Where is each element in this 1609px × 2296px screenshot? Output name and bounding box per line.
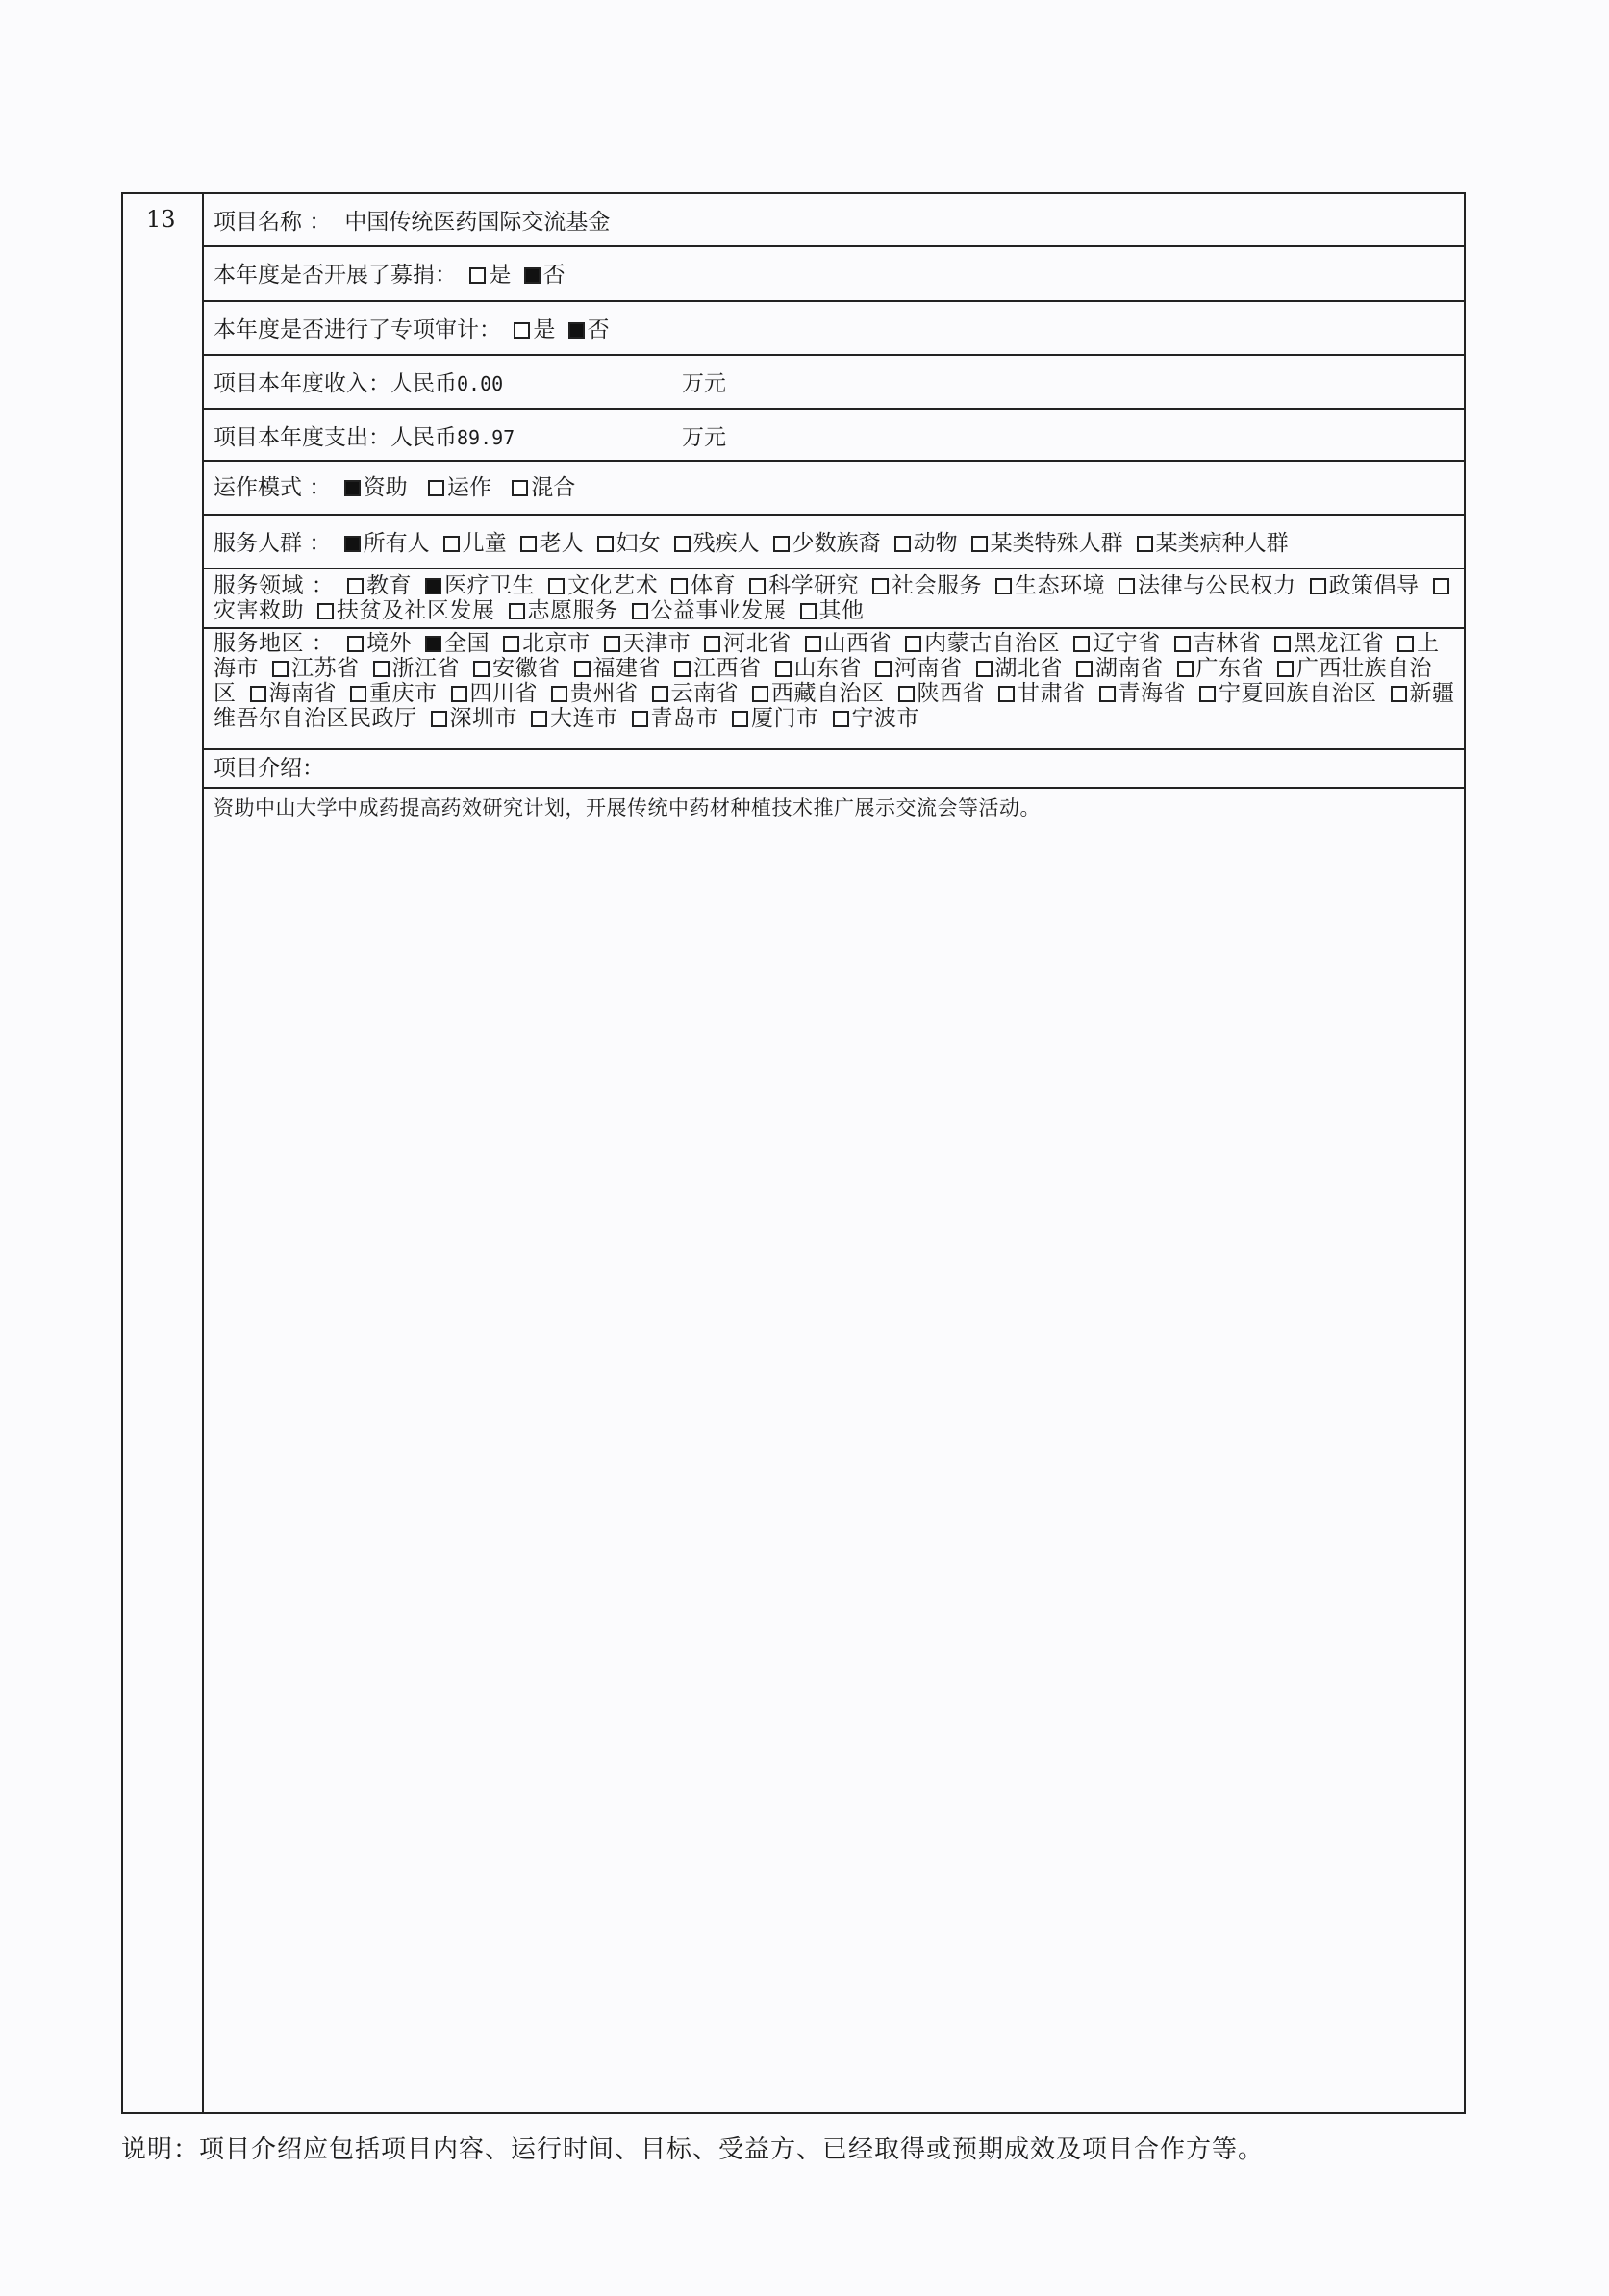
operation-mode-grant-checkbox[interactable] <box>344 480 361 496</box>
service-region-checkbox[interactable] <box>574 661 591 677</box>
service-field-option-label: 医疗卫生 <box>444 573 536 598</box>
service-region-checkbox[interactable] <box>431 711 447 727</box>
service-field-checkbox[interactable] <box>509 603 525 619</box>
service-region-option-label: 江西省 <box>693 656 762 681</box>
service-population-option-label: 少数族裔 <box>792 531 881 556</box>
service-field-option-label: 其他 <box>818 598 865 623</box>
service-population-option-label: 老人 <box>539 531 584 556</box>
service-region-option-label: 重庆市 <box>369 681 438 706</box>
project-name-label: 项目名称 ： <box>214 210 332 235</box>
income-unit: 万元 <box>682 371 726 396</box>
service-region-row <box>204 629 1464 750</box>
service-region-option-label: 西藏自治区 <box>771 681 885 706</box>
operation-mode-operate-label: 运作 <box>446 475 491 500</box>
service-field-option-label: 志愿服务 <box>527 598 618 623</box>
income-label: 项目本年度收入：人民币 <box>214 371 457 396</box>
service-region-checkbox[interactable] <box>1177 661 1194 677</box>
operation-mode-options <box>339 475 584 500</box>
operation-mode-row <box>204 462 1464 516</box>
project-name-row <box>204 194 1464 247</box>
fundraising-row <box>204 247 1464 302</box>
service-region-checkbox[interactable] <box>473 661 490 677</box>
service-field-option-label: 教育 <box>366 573 413 598</box>
project-name-value: 中国传统医药国际交流基金 <box>344 210 611 235</box>
service-population-option-label: 所有人 <box>363 531 430 556</box>
service-population-option-label: 某类病种人群 <box>1155 531 1289 556</box>
service-population-checkbox[interactable] <box>520 536 537 552</box>
service-population-checkbox[interactable] <box>971 536 988 552</box>
service-population-option-label: 残疾人 <box>692 531 760 556</box>
service-region-checkbox[interactable] <box>1099 686 1116 702</box>
service-region-checkbox[interactable] <box>704 636 720 652</box>
service-region-option-label: 全国 <box>444 631 490 656</box>
project-intro-body <box>204 789 1464 2112</box>
service-field-checkbox[interactable] <box>1433 578 1449 594</box>
service-region-checkbox[interactable] <box>833 711 849 727</box>
service-field-checkbox[interactable] <box>1119 578 1135 594</box>
service-population-checkbox[interactable] <box>344 536 361 552</box>
income-row <box>204 356 1464 410</box>
service-population-checkbox[interactable] <box>597 536 614 552</box>
service-region-checkbox[interactable] <box>632 711 648 727</box>
service-region-options <box>214 631 1455 731</box>
service-field-checkbox[interactable] <box>347 578 364 594</box>
service-region-checkbox[interactable] <box>1397 636 1414 652</box>
service-region-option-label: 广西壮族自治区 <box>214 656 1432 706</box>
service-region-checkbox[interactable] <box>752 686 768 702</box>
service-region-checkbox[interactable] <box>1073 636 1090 652</box>
service-field-option-label: 灾害救助 <box>214 598 304 623</box>
audit-yes-checkbox[interactable] <box>514 322 530 339</box>
service-region-checkbox[interactable] <box>1199 686 1216 702</box>
service-region-checkbox[interactable] <box>905 636 921 652</box>
service-region-checkbox[interactable] <box>1076 661 1093 677</box>
service-region-checkbox[interactable] <box>451 686 467 702</box>
service-region-checkbox[interactable] <box>1174 636 1191 652</box>
service-population-options <box>339 531 1296 556</box>
service-region-checkbox[interactable] <box>652 686 668 702</box>
service-region-option-label: 辽宁省 <box>1093 631 1161 656</box>
service-field-option-label: 社会服务 <box>892 573 983 598</box>
service-region-option-label: 贵州省 <box>570 681 639 706</box>
service-population-checkbox[interactable] <box>674 536 691 552</box>
service-region-checkbox[interactable] <box>976 661 993 677</box>
service-region-option-label: 安徽省 <box>492 656 561 681</box>
service-region-option-label: 河北省 <box>723 631 792 656</box>
audit-no-label: 否 <box>587 317 610 342</box>
service-population-checkbox[interactable] <box>1137 536 1153 552</box>
project-intro-label: 项目介绍： <box>214 756 324 781</box>
service-population-option-label: 妇女 <box>616 531 661 556</box>
service-region-option-label: 福建省 <box>592 656 661 681</box>
service-region-checkbox[interactable] <box>604 636 620 652</box>
service-region-option-label: 浙江省 <box>391 656 460 681</box>
service-region-option-label: 青岛市 <box>650 706 718 731</box>
service-field-label: 服务领域 ： <box>214 573 335 598</box>
service-field-option-label: 生态环境 <box>1015 573 1106 598</box>
service-field-option-label: 体育 <box>691 573 737 598</box>
service-region-checkbox[interactable] <box>425 636 441 652</box>
service-population-checkbox[interactable] <box>773 536 790 552</box>
service-field-checkbox[interactable] <box>872 578 889 594</box>
service-region-checkbox[interactable] <box>373 661 390 677</box>
row-number-cell <box>123 194 204 2112</box>
service-region-option-label: 黑龙江省 <box>1294 631 1385 656</box>
footnote: 说明：项目介绍应包括项目内容、运行时间、目标、受益方、已经取得或预期成效及项目合作方等。 <box>121 2135 1265 2164</box>
service-field-options <box>214 573 1452 623</box>
service-field-checkbox[interactable] <box>1310 578 1326 594</box>
service-region-checkbox[interactable] <box>898 686 915 702</box>
service-population-label: 服务人群 ： <box>214 531 332 556</box>
service-population-option-label: 动物 <box>913 531 958 556</box>
service-field-row <box>204 569 1464 629</box>
audit-no-checkbox[interactable] <box>568 322 585 339</box>
service-region-checkbox[interactable] <box>775 661 792 677</box>
service-population-option-label: 儿童 <box>462 531 507 556</box>
service-region-checkbox[interactable] <box>551 686 567 702</box>
service-region-checkbox[interactable] <box>1274 636 1291 652</box>
fundraising-no-checkbox[interactable] <box>524 267 541 284</box>
service-field-option-label: 法律与公民权力 <box>1138 573 1296 598</box>
service-field-checkbox[interactable] <box>671 578 688 594</box>
service-region-checkbox[interactable] <box>250 686 266 702</box>
operation-mode-grant-label: 资助 <box>363 475 408 500</box>
service-field-option-label: 扶贫及社区发展 <box>337 598 495 623</box>
service-population-option-label: 某类特殊人群 <box>990 531 1123 556</box>
fundraising-yes-checkbox[interactable] <box>469 267 486 284</box>
service-field-option-label: 公益事业发展 <box>650 598 787 623</box>
service-region-checkbox[interactable] <box>347 636 364 652</box>
service-region-option-label: 天津市 <box>622 631 691 656</box>
audit-row <box>204 302 1464 356</box>
service-region-option-label: 大连市 <box>550 706 618 731</box>
audit-yes-label: 是 <box>533 317 556 342</box>
project-intro-text: 资助中山大学中成药提高药效研究计划，开展传统中药材种植技术推广展示交流会等活动。 <box>214 796 1041 820</box>
service-region-checkbox[interactable] <box>875 661 892 677</box>
income-amount: 0.00 <box>457 372 504 395</box>
operation-mode-mixed-checkbox[interactable] <box>512 480 528 496</box>
service-region-option-label: 青海省 <box>1118 681 1186 706</box>
service-population-checkbox[interactable] <box>443 536 460 552</box>
service-region-checkbox[interactable] <box>1391 686 1407 702</box>
service-region-option-label: 北京市 <box>522 631 591 656</box>
service-population-row <box>204 516 1464 569</box>
fundraising-no-label: 否 <box>542 263 566 288</box>
service-field-checkbox[interactable] <box>548 578 565 594</box>
fundraising-label: 本年度是否开展了募捐： <box>214 263 457 288</box>
expense-row <box>204 410 1464 462</box>
service-region-option-label: 江苏省 <box>291 656 360 681</box>
service-region-label: 服务地区 ： <box>214 631 335 656</box>
service-field-checkbox[interactable] <box>800 603 817 619</box>
fundraising-yes-label: 是 <box>489 263 512 288</box>
operation-mode-label: 运作模式 ： <box>214 475 332 500</box>
row-number: 13 <box>146 206 176 233</box>
service-region-option-label: 海南省 <box>268 681 337 706</box>
service-region-option-label: 云南省 <box>670 681 739 706</box>
service-field-checkbox[interactable] <box>632 603 648 619</box>
service-field-checkbox[interactable] <box>425 578 441 594</box>
service-field-checkbox[interactable] <box>317 603 334 619</box>
service-region-option-label: 境外 <box>366 631 413 656</box>
service-region-checkbox[interactable] <box>350 686 366 702</box>
service-region-checkbox[interactable] <box>674 661 691 677</box>
service-region-option-label: 内蒙古自治区 <box>924 631 1061 656</box>
service-region-option-label: 新疆维吾尔自治区民政厅 <box>214 681 1455 731</box>
service-region-option-label: 甘肃省 <box>1018 681 1086 706</box>
service-population-checkbox[interactable] <box>894 536 911 552</box>
service-region-option-label: 河南省 <box>894 656 963 681</box>
service-field-checkbox[interactable] <box>749 578 766 594</box>
service-region-option-label: 湖南省 <box>1095 656 1164 681</box>
service-region-checkbox[interactable] <box>805 636 821 652</box>
audit-label: 本年度是否进行了专项审计： <box>214 317 501 342</box>
operation-mode-mixed-label: 混合 <box>531 475 576 500</box>
service-region-option-label: 上海市 <box>214 631 1440 681</box>
project-table <box>121 192 1466 2114</box>
expense-amount: 89.97 <box>457 426 515 449</box>
service-region-option-label: 深圳市 <box>449 706 517 731</box>
service-region-checkbox[interactable] <box>998 686 1015 702</box>
service-field-checkbox[interactable] <box>995 578 1012 594</box>
service-region-option-label: 宁夏回族自治区 <box>1219 681 1377 706</box>
expense-unit: 万元 <box>682 425 726 450</box>
service-region-option-label: 吉林省 <box>1193 631 1262 656</box>
service-region-checkbox[interactable] <box>272 661 289 677</box>
service-region-option-label: 山东省 <box>793 656 862 681</box>
service-region-option-label: 厦门市 <box>751 706 819 731</box>
service-region-option-label: 广东省 <box>1195 656 1264 681</box>
project-details-column <box>204 194 1464 2112</box>
expense-label: 项目本年度支出：人民币 <box>214 425 457 450</box>
service-region-option-label: 山西省 <box>823 631 892 656</box>
service-region-checkbox[interactable] <box>1277 661 1294 677</box>
operation-mode-operate-checkbox[interactable] <box>428 480 444 496</box>
service-region-option-label: 湖北省 <box>994 656 1063 681</box>
project-intro-label-row <box>204 750 1464 789</box>
service-region-option-label: 陕西省 <box>917 681 985 706</box>
service-field-option-label: 文化艺术 <box>567 573 659 598</box>
service-field-option-label: 政策倡导 <box>1328 573 1420 598</box>
service-field-option-label: 科学研究 <box>768 573 860 598</box>
service-region-option-label: 四川省 <box>469 681 538 706</box>
service-region-checkbox[interactable] <box>732 711 748 727</box>
service-region-checkbox[interactable] <box>531 711 547 727</box>
service-region-option-label: 宁波市 <box>851 706 919 731</box>
service-region-checkbox[interactable] <box>503 636 519 652</box>
